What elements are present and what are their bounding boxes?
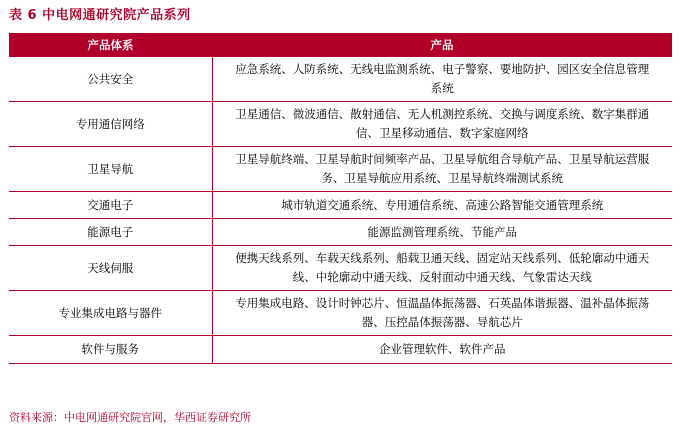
products-cell: 卫星通信、微波通信、散射通信、无人机测控系统、交换与调度系统、数字集群通信、卫星移动通信、数字家庭网络 <box>212 102 672 147</box>
category-cell: 专业集成电路与器件 <box>9 291 212 336</box>
products-cell: 专用集成电路、设计时钟芯片、恒温晶体振荡器、石英晶体谐振器、温补晶体振荡器、压控晶体振荡器、导航芯片 <box>212 291 672 336</box>
table-row <box>9 291 672 336</box>
table-row <box>9 246 672 291</box>
header-products: 产品 <box>212 33 672 57</box>
category-cell: 天线伺服 <box>9 246 212 291</box>
table-header-row <box>9 33 672 57</box>
header-category: 产品体系 <box>9 33 212 57</box>
products-cell: 卫星导航终端、卫星导航时间频率产品、卫星导航组合导航产品、卫星导航运营服务、卫星导航应用系统、卫星导航终端测试系统 <box>212 147 672 192</box>
products-cell: 城市轨道交通系统、专用通信系统、高速公路智能交通管理系统 <box>212 192 672 219</box>
table-caption: 表 6 中电网通研究院产品系列 <box>9 8 191 23</box>
category-cell: 软件与服务 <box>9 336 212 364</box>
category-cell: 交通电子 <box>9 192 212 219</box>
table-row <box>9 102 672 147</box>
category-cell: 公共安全 <box>9 57 212 102</box>
category-cell: 卫星导航 <box>9 147 212 192</box>
table-row <box>9 219 672 246</box>
product-table <box>9 33 672 364</box>
table-row <box>9 57 672 102</box>
products-cell: 应急系统、人防系统、无线电监测系统、电子警察、要地防护、园区安全信息管理系统 <box>212 57 672 102</box>
product-table-container <box>9 33 672 364</box>
products-cell: 便携天线系列、车载天线系列、船载卫通天线、固定站天线系列、低轮廓动中通天线、中轮廓动中通天线、反射面动中通天线、气象雷达天线 <box>212 246 672 291</box>
source-note: 资料来源：中电网通研究院官网，华西证券研究所 <box>9 411 251 424</box>
products-cell: 能源监测管理系统、节能产品 <box>212 219 672 246</box>
table-row <box>9 192 672 219</box>
category-cell: 专用通信网络 <box>9 102 212 147</box>
table-row <box>9 336 672 364</box>
products-cell: 企业管理软件、软件产品 <box>212 336 672 364</box>
category-cell: 能源电子 <box>9 219 212 246</box>
table-row <box>9 147 672 192</box>
